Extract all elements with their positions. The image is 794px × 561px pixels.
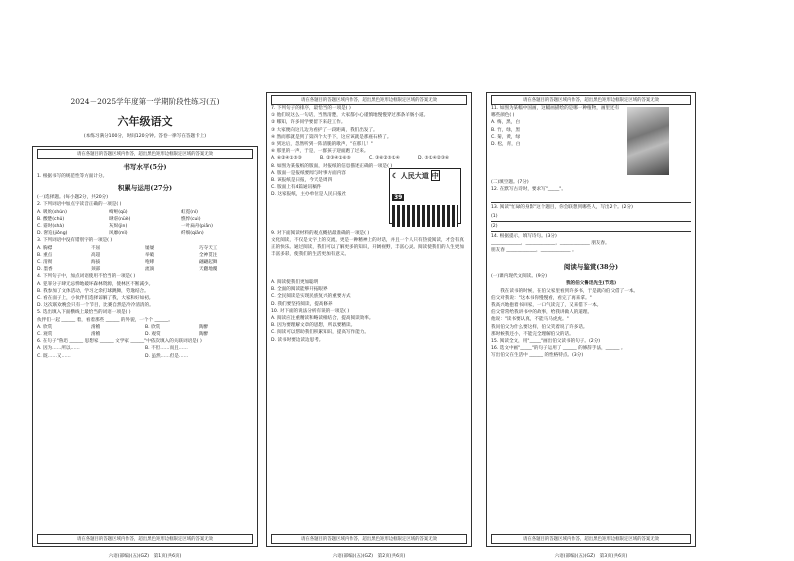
q10-option: B. 因为要理解文章的思想，所以要精读。	[271, 323, 356, 329]
newspaper-grid	[392, 205, 458, 227]
section-writing: 书写水平(5分)	[123, 163, 167, 171]
q9-option: D. 我们要坚持阅读，提高修养	[271, 301, 333, 307]
question-11: 11. 如图为某幅中国画，这幅画描绘的是哪一种植物，画里还有哪些颜色( )	[491, 106, 620, 119]
question-6: 6. 在句子"鲁迅 ______ 思想家 ______ 文学家 ______"中依次填入的关联词语是( )	[37, 339, 202, 345]
section-accumulation: 积累与运用(27分)	[117, 184, 173, 193]
answer-line[interactable]: (1)	[491, 213, 691, 222]
q4-option: D. 这次联欢晚会只有一个节目，比赛自然是冷冷清清的。	[37, 303, 154, 309]
q4-option: B. 我参加了文体活动，学习之余打球跳舞，劳逸结合。	[37, 288, 149, 294]
newspaper-mid: 中	[431, 170, 439, 180]
q9-passage: 文化阅读，不仅是文字上的交流，更是一种精神上的对话，并且一个人只有热爱阅读，才会有真正的快乐。通过阅读，我们可以了解更多的知识，开阔视野，丰富心灵。阅读使我们的人生更加丰富多彩，使我们的生活更加有意义。	[271, 238, 464, 258]
q5-text: 伙伴们一起 ______ 着，看着那些 ______ 的外貌，一个个 ______。	[37, 317, 173, 323]
box-footer: 请在各题目的答题区域内作答，超出黑色矩形边框限定区域的答案无效	[271, 534, 467, 544]
q11-option: D. 松，青，白	[491, 142, 521, 148]
grade-heading: 六年级语文	[117, 115, 173, 128]
question-7: 7. 下列句子的排序，最恰当的一项是( )	[271, 106, 351, 111]
q3-row: B. 重点 高超 举破 全神贯注	[37, 252, 218, 258]
box-header: 请在各题目的答题区域内作答，超出黑色矩形边框限定区域的答案无效	[491, 95, 691, 105]
q2-row: D. 窘迫(jiǒng) 风靡(mǐ) 纤细(qiān)	[37, 231, 204, 237]
q3-row: C. 清彻 海拔 咆哮 翩翩起舞	[37, 260, 218, 266]
q10-option: D. 读书时要边读边思考。	[271, 337, 324, 343]
q3-row: A. 胸襟 不屈 屡屡 巧夺天工	[37, 245, 218, 251]
box-footer: 请在各题目的答题区域内作答，超出黑色矩形边框限定区域的答案无效	[491, 534, 691, 544]
question-3: 3. 下列词语中没有错别字的一项是( )	[37, 238, 113, 244]
q11-option: A. 梅，黑，白	[491, 120, 520, 126]
q10-option: A. 阅读应注重精读和略读相结合，提高阅读效率。	[271, 316, 374, 322]
question-13: 13. 阅读"忙碌的身影"这个题目，你会联想到哪些人，写出2个。(2分)	[491, 205, 633, 211]
answer-box-3	[486, 92, 696, 547]
essay-line: 我问伯父为什么要这样，伯父笑着说了许多话。	[491, 324, 588, 330]
q2-row: A. 吸吮(shǔn) 崎岖(qū) 虹霓(ní)	[37, 209, 198, 215]
question-12: 12. 在默写古诗时，要求写"_____"。	[491, 187, 567, 193]
box-header: 请在各题目的答题区域内作答，超出黑色矩形边框限定区域的答案无效	[271, 95, 467, 105]
q6-row: A. 因为……所以…… B. 不但……而且……	[37, 346, 188, 352]
section-reading: 阅读与鉴赏(38分)	[563, 263, 619, 272]
answer-box-2	[266, 92, 472, 547]
chinese-painting-image	[627, 107, 669, 175]
essay-line: 伯父对我说："这本书你慢慢看，看完了再来拿。"	[491, 295, 592, 301]
essay-line: 他说："读书要认真，不能马马虎虎。"	[491, 317, 569, 323]
q11-option: C. 菊，黄，绿	[491, 134, 521, 140]
exam-note: (本练习满分100分，时间120分钟。答卷一律写在答题卡上)	[83, 134, 207, 139]
essay-title: 我的伯父鲁迅先生(节选)	[565, 281, 617, 287]
q11-option: B. 竹，绿，黑	[491, 127, 521, 133]
answer-box-1	[32, 146, 258, 547]
q16-line: 写出伯父在生活中 ______ 的性格特点。(3分)	[491, 353, 584, 359]
question-9: 9. 对下面阅读材料的观点概括最准确的一项是( )	[271, 230, 370, 236]
essay-line: 那时候我还小，不能完全理解伯父的话。	[491, 331, 574, 337]
question-4: 4. 下列句子中，加点词语使用不恰当的一项是( )	[37, 274, 136, 280]
page-footer: 六语(部编)(五)(GZ) 第3页(共6页)	[554, 554, 628, 559]
exam-page-3	[486, 92, 696, 559]
q8-option: B. 该报纸是日报，今天是周四	[271, 178, 333, 184]
q8-option: A. 版面一是报纸要闻与时事方面内容	[271, 170, 346, 176]
q5-row: A. 欣赏 滑稽 B. 欣赏 陶醉	[37, 324, 209, 330]
page-footer: 六语(部编)(五)(GZ) 第2页(共6页)	[332, 554, 406, 559]
q4-option: A. 犯罪分子肆无忌惮地破坏森林资源，使林区不断减少。	[37, 281, 154, 287]
question-15: 15. 阅读全文，用"_____"画出伯父读书的句子。(2分)	[491, 339, 601, 345]
newspaper-number: 39	[394, 193, 403, 201]
question-5: 5. 选出填入下面横线上最恰当的词语一项是( )	[37, 310, 131, 316]
box-header: 请在各题目的答题区域内作答，超出黑色矩形边框限定区域的答案无效	[37, 149, 253, 159]
q7-item: ③ 大家便向这儿边为看护了一段距离，我们出发了。	[271, 127, 378, 133]
q11-block	[491, 105, 691, 179]
part-heading: (一)选择题。(每小题2分，共20分)	[37, 195, 109, 201]
q8-block	[271, 170, 467, 230]
newspaper-logo-icon: ☾	[392, 170, 401, 180]
q4-option: C. 看在面子上，小伙伴们选择谅解了我，大家和好如初。	[37, 296, 154, 302]
essay-line: 伯父常常给我讲书中的故事，给我讲做人的道理。	[491, 310, 593, 316]
newspaper-name: 人民大道	[400, 170, 429, 180]
q2-row: B. 酸楚(chǔ) 肆虐(nüè) 憔悴(cuì)	[37, 216, 201, 222]
q9-option: B. 全面的阅读能够开拓眼界	[271, 287, 328, 293]
q2-row: C. 霎时(shà) 灰烬(jìn) 一叶扁舟(piān)	[37, 224, 213, 230]
q8-option: D. 这家报纸，主办单位是人民日报社	[271, 192, 347, 198]
exam-page-1	[32, 92, 258, 559]
box-footer: 请在各题目的答题区域内作答，超出黑色矩形边框限定区域的答案无效	[37, 534, 253, 544]
question-10: 10. 对下面的说法分析有误的一项是( )	[271, 308, 350, 314]
q7-item: ② 哪知，许多同学要留下来赶工作。	[271, 120, 346, 126]
q14-line: _____________，_____________，_____________ 朋友春。	[491, 240, 610, 246]
question-14: 14. 根据提示，填写诗句。(3分)	[491, 233, 557, 239]
q7-item: ⑤ 到达后，忽然听到一阵清脆的歌声，"在那儿！"	[271, 142, 373, 148]
q5-row: C. 观赏 滑稽 D. 观赏 陶醉	[37, 332, 209, 338]
q14-line: 朋友春 _____________，_____________ 。	[491, 248, 577, 254]
question-2: 2. 下列词语中加点字读音正确的一项是( )	[37, 202, 122, 208]
essay-line: 我高兴地抱着书回家，一口气读完了，又来借下一本。	[491, 303, 602, 309]
q10-option: C. 阅读可以帮助我们积累知识，提高写作能力。	[271, 330, 370, 336]
part-heading: (二)填空题。(7分)	[491, 180, 529, 185]
q9-option: C. 全民阅读是实现民族复兴的重要方式	[271, 294, 351, 300]
q6-row: C. 既……又…… D. 虽然……但是……	[37, 353, 189, 359]
essay-line: 我在读书的时候，在伯父家里看到许多书，于是就向伯父借了一本。	[491, 288, 639, 294]
exam-page-2	[266, 92, 472, 559]
q7-options: A. ⑥②④①⑤③ B. ②③④①⑥⑤ C. ③⑥②⑤①④ D. ⑤①④②③⑥	[271, 156, 450, 162]
part-heading: (一)课内现代文阅读。(9分)	[491, 274, 548, 280]
q3-row: D. 墨香 颈部 流淌 天翻地覆	[37, 267, 218, 273]
answer-line[interactable]	[491, 194, 691, 203]
exam-title: 2024－2025学年度第一学期阶段性练习(五)	[70, 97, 220, 106]
q7-item: ⑥ 那里的一声，于是，一群孩子迎面跑了过来。	[271, 149, 369, 155]
newspaper-image	[389, 168, 461, 224]
question-8: 8. 如图为某报纸的版面，对报纸的信息描述正确的一项是( )	[271, 163, 393, 169]
q7-item: ④ 然而那就是到了第四个大手下，这应该就是那座石桥了。	[271, 134, 392, 140]
q9-option: A. 阅读使我们更加聪明	[271, 280, 319, 286]
question-1: 1. 根据书写的规范性等方面计分。	[37, 174, 108, 179]
q7-item: ① 他们说这么一句话，当然清楚，大家都小心谨慎地慢慢穿过那条羊肠小道。	[271, 113, 429, 119]
question-16: 16. 选文中画"_____"的句子运用了 ______ 的修辞手法，______ 。	[491, 346, 626, 352]
page-footer: 六语(部编)(五)(GZ) 第1页(共6页)	[108, 554, 182, 559]
q8-option: C. 版面上有4篇通讯稿件	[271, 185, 322, 191]
answer-line[interactable]: (2)	[491, 223, 691, 232]
